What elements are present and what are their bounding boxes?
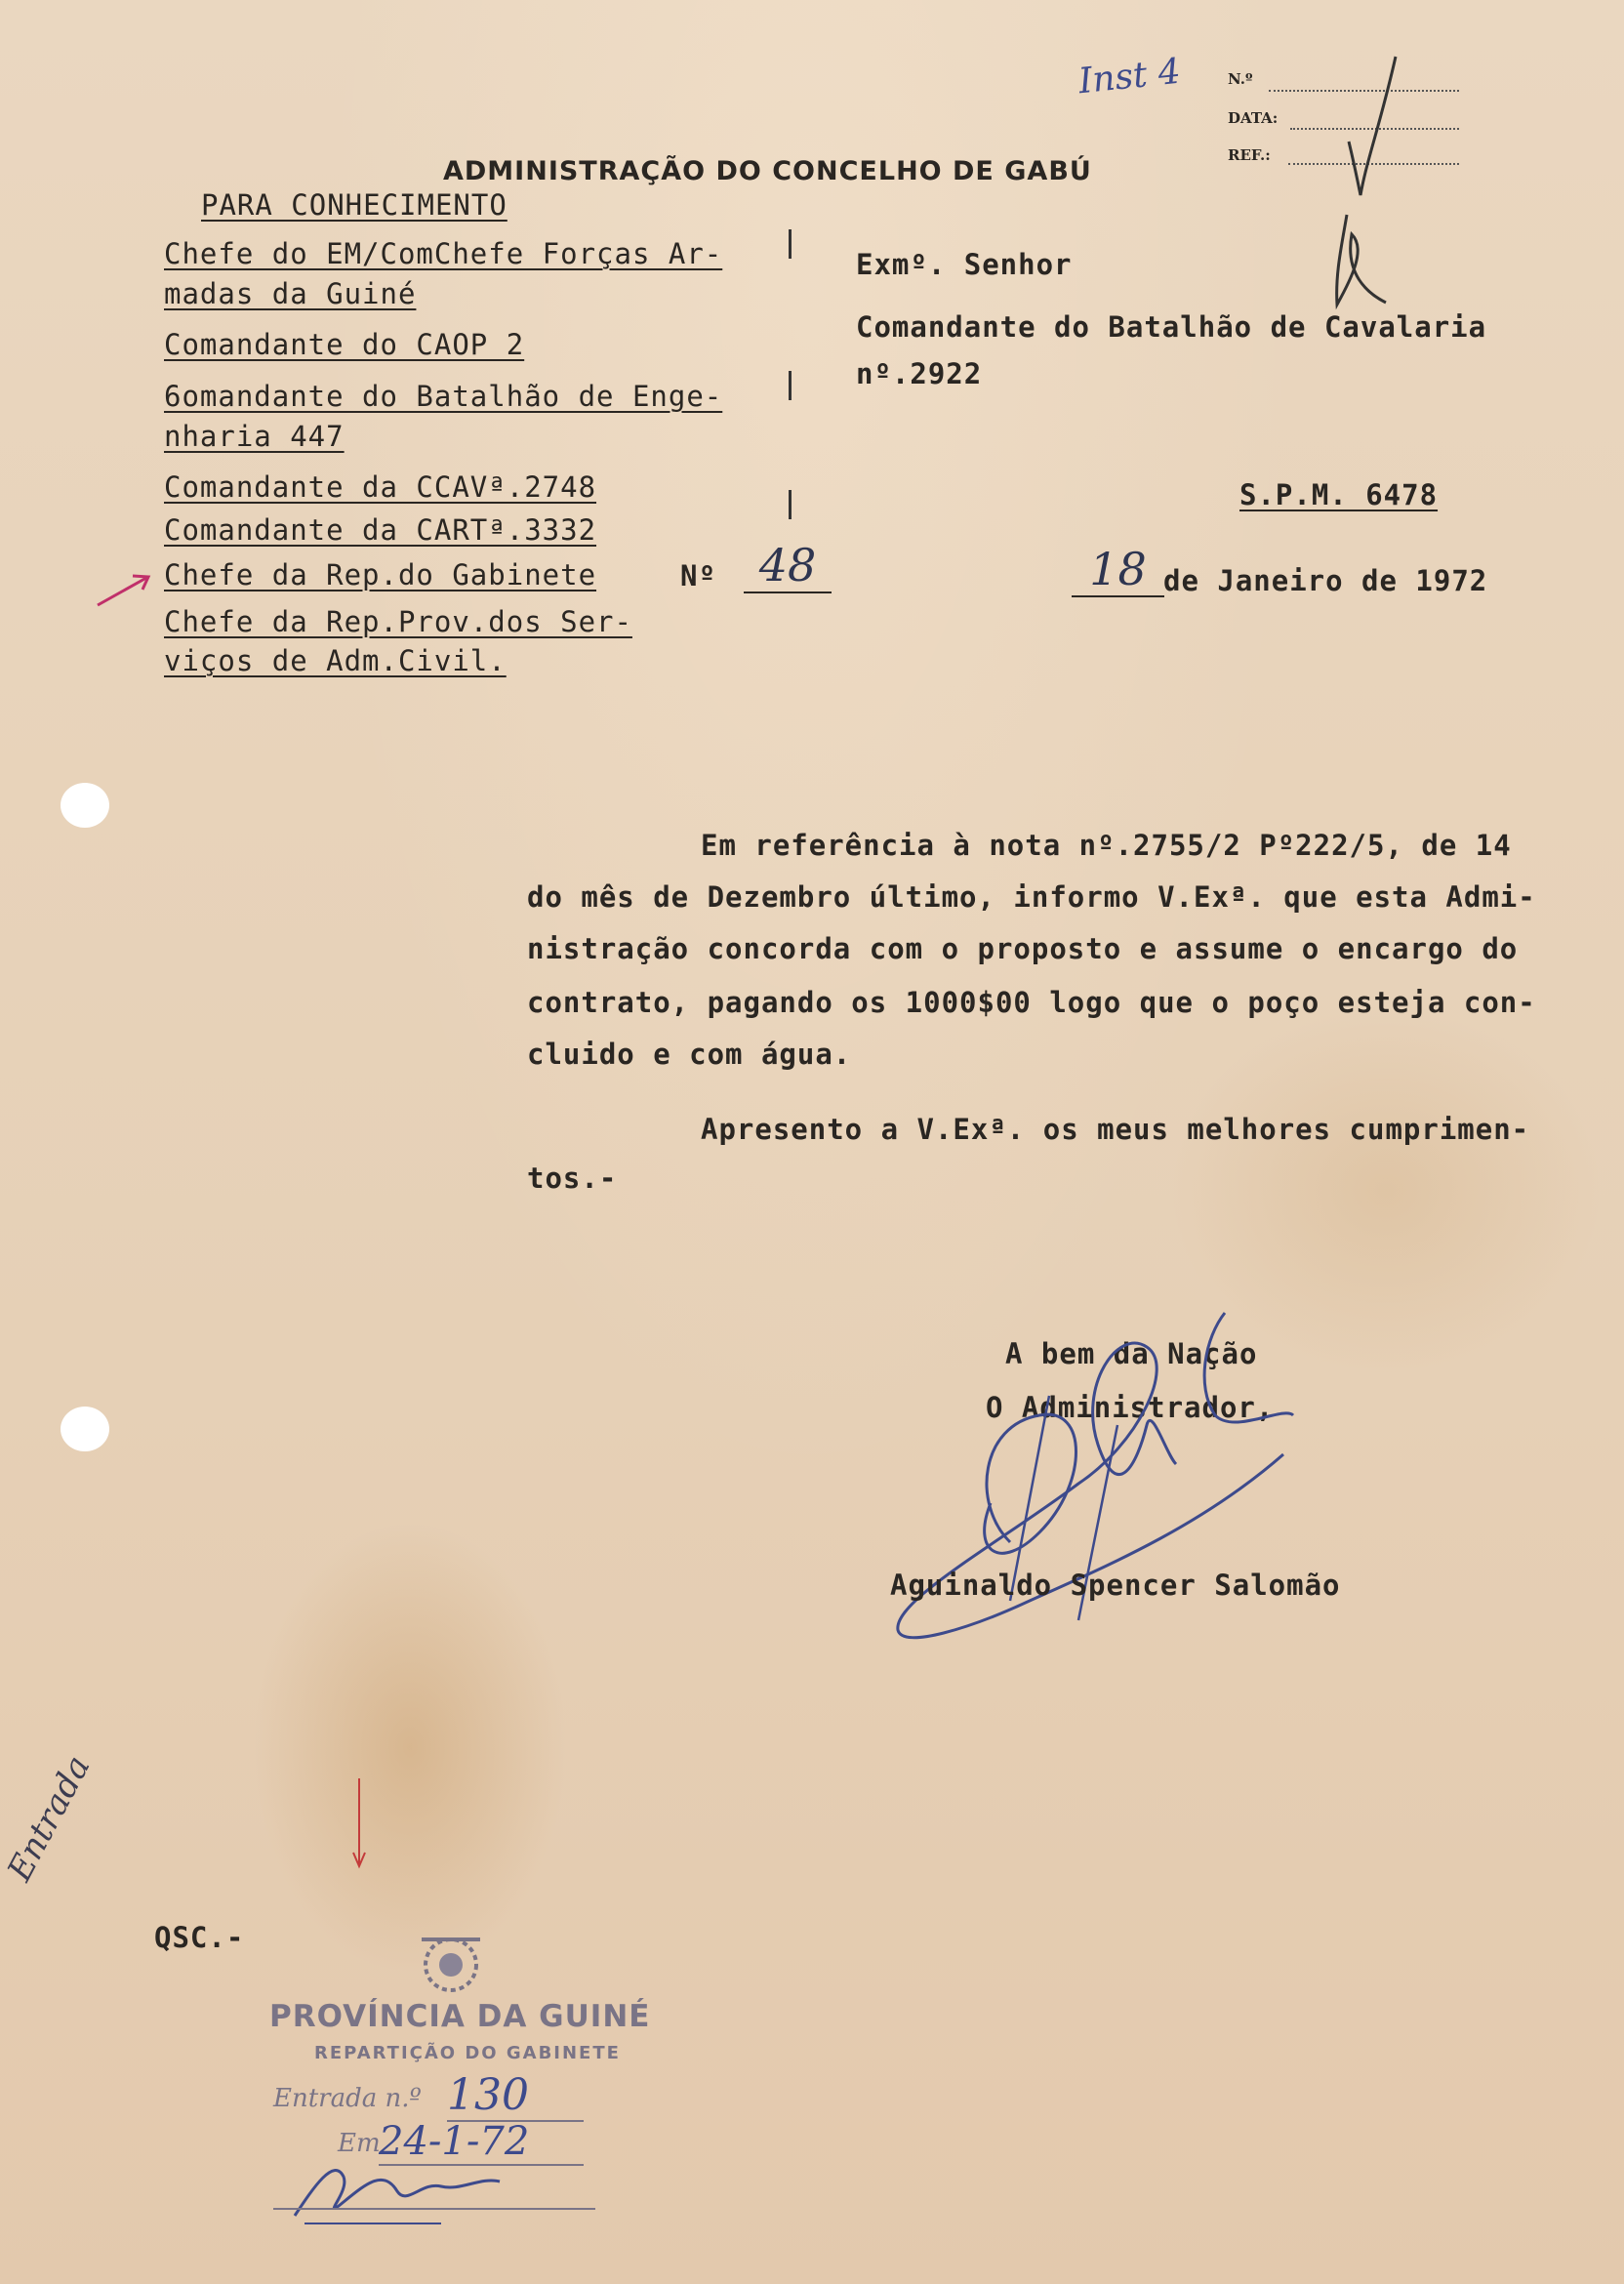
body-line: tos.- [527, 1162, 618, 1195]
document-title: ADMINISTRAÇÃO DO CONCELHO DE GABÚ [443, 156, 1092, 186]
separator-bar [789, 229, 792, 259]
stamp-entry-number: 130 [447, 2070, 584, 2122]
stamp-department: REPARTIÇÃO DO GABINETE [314, 2043, 621, 2063]
distribution-line: viços de Adm.Civil. [164, 644, 507, 677]
separator-bar [789, 490, 792, 519]
punch-hole-bottom [61, 1407, 109, 1451]
closing-line-2: O Administrador, [986, 1391, 1275, 1424]
distribution-line: Comandante do CAOP 2 [164, 328, 525, 361]
office-stamp [264, 1928, 651, 2240]
arrow-icon [96, 570, 164, 609]
ref-ref-label: REF.: [1228, 146, 1271, 164]
date-text: de Janeiro de 1972 [1163, 564, 1488, 597]
handwritten-check-mark [1298, 49, 1415, 283]
distribution-line: 6omandante do Batalhão de Enge- [164, 380, 723, 413]
punch-hole-top [61, 783, 109, 828]
salutation: Exmº. Senhor [856, 248, 1073, 281]
distribution-line: Chefe do EM/ComChefe Forças Ar- [164, 237, 723, 270]
stamp-province: PROVÍNCIA DA GUINÉ [269, 1999, 651, 2034]
ref-date-label: DATA: [1228, 109, 1279, 127]
body-line: Apresento a V.Exª. os meus melhores cumprimen- [701, 1113, 1530, 1146]
addressee-line-2: nº.2922 [856, 357, 983, 390]
body-line: Em referência à nota nº.2755/2 Pº222/5, de 14 [701, 829, 1512, 862]
distribution-line: Chefe da Rep.do Gabinete [164, 558, 597, 591]
ref-number-label: N.º [1228, 70, 1253, 88]
spm-number: S.P.M. 6478 [1239, 478, 1439, 511]
stamp-signature-line [273, 2208, 595, 2210]
distribution-line: madas da Guiné [164, 277, 417, 310]
distribution-line: Chefe da Rep.Prov.dos Ser- [164, 605, 632, 638]
stamp-entry-date: 24-1-72 [379, 2119, 584, 2166]
margin-handwritten-note: Entrada [0, 1749, 99, 1888]
body-line: do mês de Dezembro último, informo V.Exª. que esta Admi- [527, 880, 1536, 914]
stamp-initials-scribble [285, 2147, 519, 2235]
distribution-line: Comandante da CCAVª.2748 [164, 470, 597, 504]
date-day: 18 [1072, 543, 1164, 597]
distribution-heading: PARA CONHECIMENTO [201, 188, 508, 222]
qsc-reference: QSC.- [154, 1921, 245, 1954]
body-line: cluido e com água. [527, 1038, 852, 1071]
document-number-label: Nº [680, 559, 716, 592]
distribution-line: Comandante da CARTª.3332 [164, 513, 597, 547]
document-number-value: 48 [744, 539, 832, 593]
distribution-line: nharia 447 [164, 420, 345, 453]
body-line: contrato, pagando os 1000$00 logo que o poço esteja con- [527, 986, 1536, 1019]
signatory-name: Aguinaldo Spencer Salomão [890, 1569, 1341, 1602]
separator-bar [789, 371, 792, 400]
closing-line-1: A bem da Nação [1005, 1337, 1258, 1370]
handwritten-top-note: Inst 4 [1076, 51, 1183, 102]
emblem-icon [402, 1928, 500, 1996]
addressee-line-1: Comandante do Batalhão de Cavalaria [856, 310, 1487, 344]
stamp-entry-label: Entrada n.º [273, 2084, 422, 2113]
body-line: nistração concorda com o proposto e assume o encargo do [527, 932, 1519, 965]
stamp-date-prefix: Em [338, 2129, 381, 2158]
red-arrow-icon [351, 1776, 371, 1874]
